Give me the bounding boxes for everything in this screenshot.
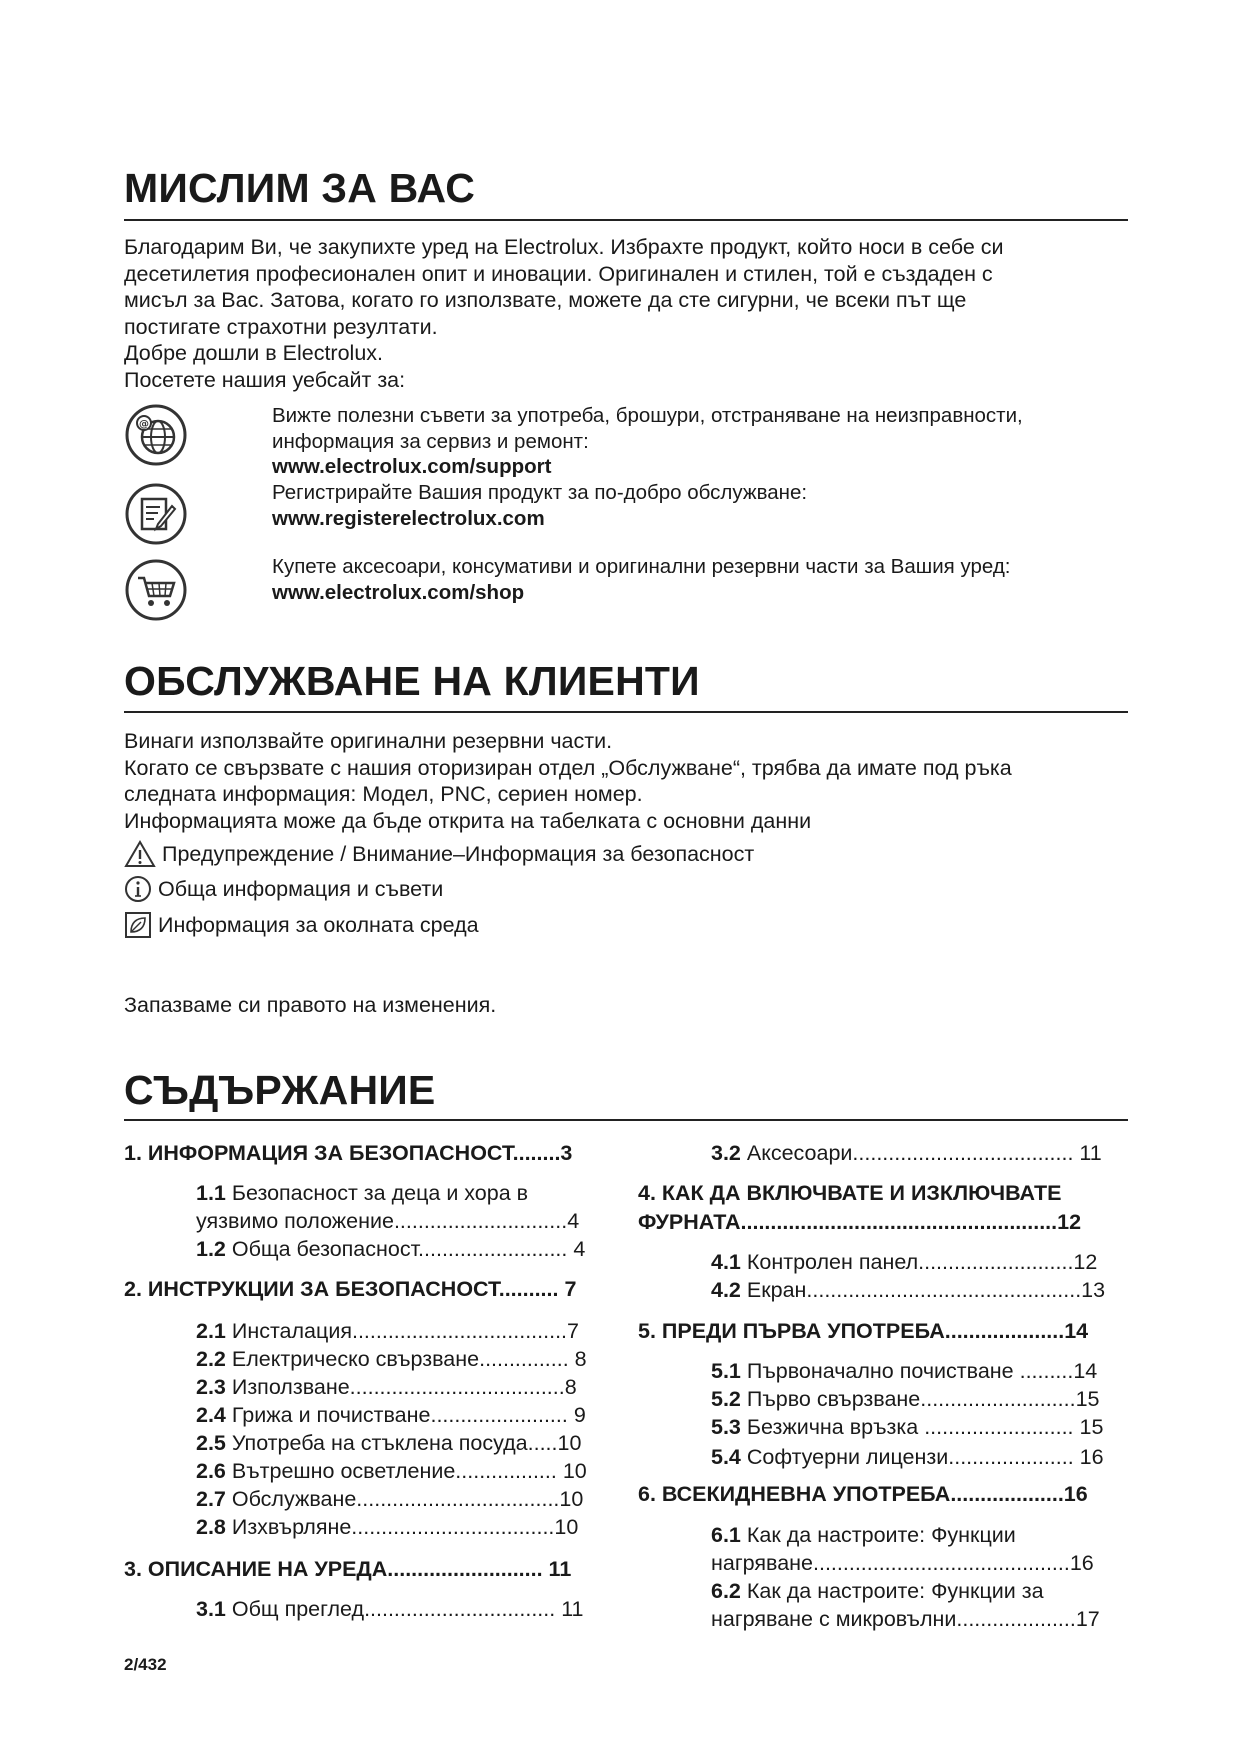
toc-entry[interactable]: 2.8 Изхвърляне..................................10 [196, 1515, 579, 1539]
section-title-contents: СЪДЪРЖАНИЕ [124, 1067, 436, 1113]
web-item-text: Регистрирайте Вашия продукт за по-добро обслужване: [272, 481, 808, 504]
toc-entry[interactable]: 4.1 Контролен панел..........................12 [711, 1250, 1098, 1274]
info-icon [124, 875, 152, 903]
toc-entry-continued[interactable]: нагряване...........................................16 [711, 1551, 1094, 1575]
toc-entry[interactable]: 5.3 Безжична връзка ......................... 15 [711, 1415, 1104, 1439]
toc-entry[interactable]: 1.2 Обща безопасност......................... 4 [196, 1237, 586, 1261]
toc-chapter[interactable]: 1. ИНФОРМАЦИЯ ЗА БЕЗОПАСНОСТ........3 [124, 1141, 573, 1165]
service-line: Когато се свързвате с нашия оторизиран отдел „Обслужване“, трябва да имате под ръка [124, 755, 1012, 780]
intro-line: Посетете нашия уебсайт за: [124, 367, 406, 392]
toc-chapter[interactable]: 6. ВСЕКИДНЕВНА УПОТРЕБА...................16 [638, 1482, 1088, 1506]
register-link[interactable]: www.registerelectrolux.com [272, 506, 545, 530]
toc-entry[interactable]: 2.2 Електрическо свързване............... 8 [196, 1347, 587, 1371]
shopping-cart-icon [124, 558, 188, 622]
toc-chapter[interactable]: 2. ИНСТРУКЦИИ ЗА БЕЗОПАСНОСТ.......... 7 [124, 1277, 577, 1301]
support-link[interactable]: www.electrolux.com/support [272, 455, 552, 478]
service-line: Винаги използвайте оригинални резервни части. [124, 729, 613, 753]
web-item-text: Вижте полезни съвети за употреба, брошури, отстраняване на неизправности, [272, 404, 1023, 427]
section-title-customer-service: ОБСЛУЖВАНЕ НА КЛИЕНТИ [124, 658, 700, 704]
register-document-icon [124, 482, 188, 546]
section-title-thinking-of-you: МИСЛИМ ЗА ВАС [124, 165, 476, 211]
legend-text: Предупреждение / Внимание–Информация за безопасност [162, 841, 755, 866]
warning-triangle-icon [124, 840, 156, 868]
web-item-support [272, 403, 1023, 480]
toc-entry[interactable]: 5.4 Софтуерни лицензи..................... 16 [711, 1445, 1104, 1469]
toc-entry[interactable]: 2.7 Обслужване..................................10 [196, 1487, 584, 1511]
svg-text:@: @ [139, 419, 149, 430]
web-item-text: Купете аксесоари, консумативи и оригинални резервни части за Вашия уред: [272, 555, 1011, 578]
intro-paragraph [124, 234, 1004, 393]
toc-entry[interactable]: 5.1 Първоначално почистване .........14 [711, 1359, 1098, 1383]
toc-entry[interactable]: 3.1 Общ преглед................................ 11 [196, 1597, 584, 1621]
toc-entry-continued[interactable]: нагряване с микровълни....................17 [711, 1607, 1100, 1631]
toc-entry[interactable]: 1.1 Безопасност за деца и хора в [196, 1181, 529, 1205]
toc-entry[interactable]: 2.6 Вътрешно осветление................. 10 [196, 1459, 587, 1483]
intro-line: постигате страхотни резултати. [124, 314, 438, 339]
toc-chapter-continued[interactable]: ФУРНАТА.....................................................12 [638, 1210, 1082, 1234]
legend-environment [124, 911, 479, 939]
globe-web-icon [124, 403, 188, 467]
intro-line: мисъл за Вас. Затова, когато го използвате, можете да сте сигурни, че всеки път ще [124, 288, 967, 312]
legend-text: Информация за околната среда [158, 912, 479, 937]
toc-entry[interactable]: 2.5 Употреба на стъклена посуда.....10 [196, 1431, 582, 1455]
toc-entry[interactable]: 3.2 Аксесоари..................................... 11 [711, 1141, 1102, 1165]
legend-text: Обща информация и съвети [158, 876, 444, 901]
intro-line: десетилетия професионален опит и иновации. Оригинален и стилен, той е създаден с [124, 261, 993, 286]
toc-entry[interactable]: 5.2 Първо свързване..........................15 [711, 1387, 1100, 1411]
page-number: 2/432 [124, 1655, 167, 1674]
toc-entry[interactable]: 4.2 Екран..............................................13 [711, 1278, 1106, 1302]
section-divider [124, 219, 1128, 221]
toc-entry[interactable]: 2.1 Инсталация....................................7 [196, 1319, 579, 1343]
shop-link[interactable]: www.electrolux.com/shop [272, 580, 525, 604]
toc-entry[interactable]: 2.4 Грижа и почистване....................... 9 [196, 1403, 586, 1427]
toc-chapter[interactable]: 5. ПРЕДИ ПЪРВА УПОТРЕБА....................14 [638, 1319, 1089, 1343]
web-item-shop [272, 554, 1010, 605]
legend-info [124, 875, 443, 903]
service-paragraph [124, 728, 1012, 834]
toc-entry[interactable]: 6.2 Как да настроите: Функции за [711, 1579, 1044, 1603]
service-line: Информацията може да бъде открита на табелката с основни данни [124, 808, 812, 833]
section-divider [124, 711, 1128, 713]
intro-line: Добре дошли в Electrolux. [124, 341, 384, 365]
intro-line: Благодарим Ви, че закупихте уред на Electrolux. Избрахте продукт, който носи в себе си [124, 235, 1004, 259]
legend-warning [124, 840, 754, 868]
web-item-register [272, 480, 807, 531]
environment-leaf-icon [124, 911, 152, 939]
toc-entry[interactable]: 6.1 Как да настроите: Функции [711, 1523, 1016, 1547]
toc-entry[interactable]: 2.3 Използване....................................8 [196, 1375, 577, 1399]
toc-chapter[interactable]: 4. КАК ДА ВКЛЮЧВАТЕ И ИЗКЛЮЧВАТЕ [638, 1181, 1062, 1205]
web-item-text: информация за сервиз и ремонт: [272, 429, 589, 453]
service-line: следната информация: Модел, PNC, сериен номер. [124, 782, 643, 806]
toc-chapter[interactable]: 3. ОПИСАНИЕ НА УРЕДА.......................... 11 [124, 1557, 572, 1581]
reserve-rights-note: Запазваме си правото на изменения. [124, 993, 497, 1017]
toc-entry-continued[interactable]: уязвимо положение.............................4 [196, 1209, 580, 1233]
section-divider [124, 1119, 1128, 1121]
